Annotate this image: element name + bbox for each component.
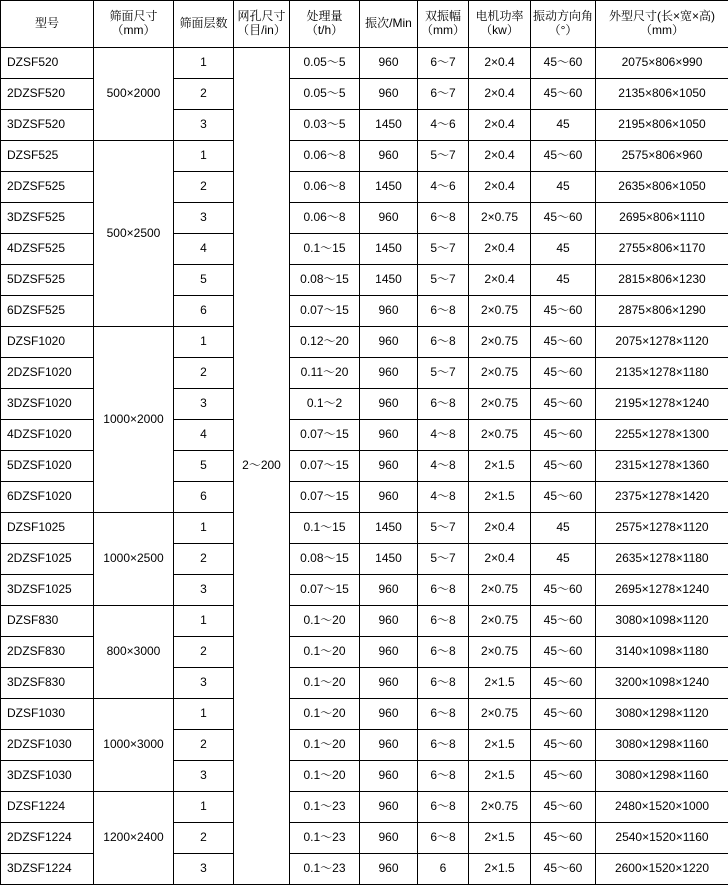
cell-amplitude: 6～8 xyxy=(418,606,469,637)
cell-frequency: 960 xyxy=(360,420,418,451)
cell-layers: 4 xyxy=(174,420,234,451)
cell-dimensions: 3080×1098×1120 xyxy=(596,606,728,637)
cell-dimensions: 2635×1278×1180 xyxy=(596,544,728,575)
cell-dimensions: 2135×1278×1180 xyxy=(596,358,728,389)
cell-power: 2×1.5 xyxy=(469,761,531,792)
cell-model: 2DZSF1020 xyxy=(1,358,94,389)
cell-capacity: 0.1～20 xyxy=(290,761,360,792)
cell-frequency: 960 xyxy=(360,730,418,761)
cell-amplitude: 4～8 xyxy=(418,482,469,513)
cell-power: 2×1.5 xyxy=(469,730,531,761)
column-header-title: 网孔尺寸 xyxy=(234,10,289,24)
cell-layers: 2 xyxy=(174,79,234,110)
cell-power: 2×0.75 xyxy=(469,203,531,234)
cell-amplitude: 4～8 xyxy=(418,451,469,482)
cell-power: 2×0.4 xyxy=(469,141,531,172)
cell-capacity: 0.1～23 xyxy=(290,854,360,885)
cell-capacity: 0.06～8 xyxy=(290,203,360,234)
cell-amplitude: 6～7 xyxy=(418,48,469,79)
column-header-title: 型号 xyxy=(1,17,93,31)
cell-power: 2×0.4 xyxy=(469,48,531,79)
cell-frequency: 960 xyxy=(360,327,418,358)
cell-frequency: 1450 xyxy=(360,172,418,203)
cell-dimensions: 2480×1520×1000 xyxy=(596,792,728,823)
cell-capacity: 0.1～15 xyxy=(290,234,360,265)
cell-capacity: 0.1～23 xyxy=(290,792,360,823)
cell-layers: 3 xyxy=(174,575,234,606)
cell-frequency: 960 xyxy=(360,141,418,172)
cell-model: DZSF830 xyxy=(1,606,94,637)
cell-model: 6DZSF525 xyxy=(1,296,94,327)
cell-capacity: 0.07～15 xyxy=(290,420,360,451)
cell-amplitude: 6～8 xyxy=(418,668,469,699)
cell-layers: 1 xyxy=(174,513,234,544)
column-header-9 xyxy=(596,1,728,48)
cell-model: 3DZSF1020 xyxy=(1,389,94,420)
cell-power: 2×0.75 xyxy=(469,699,531,730)
cell-angle: 45～60 xyxy=(531,606,596,637)
cell-power: 2×0.4 xyxy=(469,79,531,110)
cell-amplitude: 6 xyxy=(418,854,469,885)
cell-angle: 45～60 xyxy=(531,48,596,79)
cell-angle: 45～60 xyxy=(531,668,596,699)
cell-model: 4DZSF525 xyxy=(1,234,94,265)
cell-angle: 45～60 xyxy=(531,141,596,172)
cell-angle: 45～60 xyxy=(531,637,596,668)
column-header-unit: （目/in） xyxy=(234,24,289,38)
cell-capacity: 0.11～20 xyxy=(290,358,360,389)
cell-dimensions: 2695×1278×1240 xyxy=(596,575,728,606)
cell-dimensions: 2075×1278×1120 xyxy=(596,327,728,358)
cell-amplitude: 5～7 xyxy=(418,513,469,544)
cell-capacity: 0.1～20 xyxy=(290,637,360,668)
cell-amplitude: 6～8 xyxy=(418,203,469,234)
cell-model: 2DZSF830 xyxy=(1,637,94,668)
cell-model: DZSF1224 xyxy=(1,792,94,823)
cell-layers: 5 xyxy=(174,451,234,482)
cell-dimensions: 2255×1278×1300 xyxy=(596,420,728,451)
cell-capacity: 0.07～15 xyxy=(290,482,360,513)
cell-dimensions: 2875×806×1290 xyxy=(596,296,728,327)
cell-model: 3DZSF830 xyxy=(1,668,94,699)
cell-amplitude: 6～8 xyxy=(418,792,469,823)
cell-angle: 45～60 xyxy=(531,203,596,234)
cell-frequency: 960 xyxy=(360,761,418,792)
cell-angle: 45～60 xyxy=(531,854,596,885)
cell-dimensions: 2815×806×1230 xyxy=(596,265,728,296)
cell-model: DZSF1025 xyxy=(1,513,94,544)
cell-amplitude: 6～7 xyxy=(418,79,469,110)
cell-layers: 2 xyxy=(174,358,234,389)
cell-frequency: 960 xyxy=(360,358,418,389)
cell-power: 2×1.5 xyxy=(469,668,531,699)
column-header-title: 电机功率 xyxy=(469,10,530,24)
cell-model: 5DZSF525 xyxy=(1,265,94,296)
cell-screen-size: 500×2500 xyxy=(94,141,174,327)
cell-power: 2×0.4 xyxy=(469,513,531,544)
cell-layers: 4 xyxy=(174,234,234,265)
cell-capacity: 0.1～20 xyxy=(290,668,360,699)
cell-power: 2×0.4 xyxy=(469,544,531,575)
cell-amplitude: 6～8 xyxy=(418,637,469,668)
cell-amplitude: 4～8 xyxy=(418,420,469,451)
cell-angle: 45～60 xyxy=(531,699,596,730)
cell-model: 2DZSF520 xyxy=(1,79,94,110)
cell-power: 2×1.5 xyxy=(469,451,531,482)
cell-amplitude: 6～8 xyxy=(418,699,469,730)
cell-angle: 45～60 xyxy=(531,482,596,513)
cell-power: 2×0.75 xyxy=(469,389,531,420)
cell-frequency: 960 xyxy=(360,482,418,513)
cell-power: 2×1.5 xyxy=(469,854,531,885)
column-header-title: 振动方向角 xyxy=(531,10,595,24)
cell-layers: 2 xyxy=(174,172,234,203)
cell-angle: 45 xyxy=(531,234,596,265)
cell-dimensions: 2540×1520×1160 xyxy=(596,823,728,854)
cell-power: 2×0.75 xyxy=(469,327,531,358)
cell-dimensions: 3200×1098×1240 xyxy=(596,668,728,699)
cell-capacity: 0.1～20 xyxy=(290,699,360,730)
cell-model: 2DZSF1224 xyxy=(1,823,94,854)
cell-power: 2×0.75 xyxy=(469,637,531,668)
cell-angle: 45 xyxy=(531,172,596,203)
cell-dimensions: 2135×806×1050 xyxy=(596,79,728,110)
cell-model: 3DZSF1025 xyxy=(1,575,94,606)
cell-layers: 3 xyxy=(174,761,234,792)
cell-capacity: 0.06～8 xyxy=(290,172,360,203)
cell-frequency: 960 xyxy=(360,854,418,885)
cell-amplitude: 4～6 xyxy=(418,172,469,203)
cell-model: DZSF525 xyxy=(1,141,94,172)
cell-angle: 45～60 xyxy=(531,389,596,420)
cell-power: 2×1.5 xyxy=(469,823,531,854)
cell-frequency: 960 xyxy=(360,296,418,327)
cell-capacity: 0.08～15 xyxy=(290,265,360,296)
cell-layers: 2 xyxy=(174,637,234,668)
cell-model: DZSF1030 xyxy=(1,699,94,730)
cell-frequency: 960 xyxy=(360,48,418,79)
cell-capacity: 0.1～2 xyxy=(290,389,360,420)
cell-power: 2×0.75 xyxy=(469,420,531,451)
cell-screen-size: 1000×3000 xyxy=(94,699,174,792)
cell-power: 2×0.75 xyxy=(469,358,531,389)
cell-dimensions: 2195×806×1050 xyxy=(596,110,728,141)
cell-capacity: 0.05～5 xyxy=(290,79,360,110)
cell-frequency: 1450 xyxy=(360,234,418,265)
cell-angle: 45～60 xyxy=(531,327,596,358)
cell-model: DZSF520 xyxy=(1,48,94,79)
cell-layers: 2 xyxy=(174,730,234,761)
cell-dimensions: 3080×1298×1160 xyxy=(596,730,728,761)
column-header-8 xyxy=(531,1,596,48)
cell-model: 2DZSF525 xyxy=(1,172,94,203)
cell-amplitude: 6～8 xyxy=(418,327,469,358)
cell-mesh-size: 2～200 xyxy=(234,48,290,885)
cell-angle: 45～60 xyxy=(531,761,596,792)
cell-dimensions: 2075×806×990 xyxy=(596,48,728,79)
cell-layers: 2 xyxy=(174,823,234,854)
cell-frequency: 1450 xyxy=(360,110,418,141)
cell-frequency: 960 xyxy=(360,792,418,823)
cell-power: 2×1.5 xyxy=(469,482,531,513)
cell-dimensions: 2575×1278×1120 xyxy=(596,513,728,544)
header-row xyxy=(1,1,728,48)
cell-dimensions: 2195×1278×1240 xyxy=(596,389,728,420)
cell-layers: 3 xyxy=(174,389,234,420)
cell-amplitude: 5～7 xyxy=(418,234,469,265)
table-row xyxy=(1,792,728,823)
column-header-1 xyxy=(94,1,174,48)
cell-frequency: 960 xyxy=(360,389,418,420)
cell-capacity: 0.03～5 xyxy=(290,110,360,141)
cell-amplitude: 6～8 xyxy=(418,296,469,327)
cell-layers: 1 xyxy=(174,606,234,637)
cell-capacity: 0.05～5 xyxy=(290,48,360,79)
column-header-6 xyxy=(418,1,469,48)
cell-angle: 45 xyxy=(531,544,596,575)
cell-frequency: 960 xyxy=(360,203,418,234)
cell-power: 2×0.4 xyxy=(469,234,531,265)
cell-capacity: 0.1～23 xyxy=(290,823,360,854)
cell-frequency: 1450 xyxy=(360,513,418,544)
cell-dimensions: 2755×806×1170 xyxy=(596,234,728,265)
cell-amplitude: 4～6 xyxy=(418,110,469,141)
cell-amplitude: 5～7 xyxy=(418,358,469,389)
cell-dimensions: 3080×1298×1120 xyxy=(596,699,728,730)
cell-capacity: 0.1～20 xyxy=(290,606,360,637)
column-header-5 xyxy=(360,1,418,48)
cell-amplitude: 5～7 xyxy=(418,265,469,296)
cell-frequency: 960 xyxy=(360,668,418,699)
cell-model: 3DZSF1224 xyxy=(1,854,94,885)
cell-screen-size: 1200×2400 xyxy=(94,792,174,885)
column-header-title: 筛面尺寸 xyxy=(94,10,173,24)
cell-layers: 2 xyxy=(174,544,234,575)
table-row xyxy=(1,48,728,79)
cell-amplitude: 6～8 xyxy=(418,761,469,792)
cell-angle: 45 xyxy=(531,265,596,296)
cell-model: 3DZSF1030 xyxy=(1,761,94,792)
cell-power: 2×0.4 xyxy=(469,265,531,296)
cell-angle: 45～60 xyxy=(531,730,596,761)
cell-layers: 6 xyxy=(174,296,234,327)
table-row xyxy=(1,327,728,358)
cell-angle: 45～60 xyxy=(531,792,596,823)
cell-dimensions: 2635×806×1050 xyxy=(596,172,728,203)
cell-frequency: 1450 xyxy=(360,544,418,575)
cell-frequency: 960 xyxy=(360,823,418,854)
cell-layers: 1 xyxy=(174,792,234,823)
cell-power: 2×0.75 xyxy=(469,792,531,823)
column-header-title: 振次/Min xyxy=(360,17,417,31)
table-row xyxy=(1,513,728,544)
cell-screen-size: 800×3000 xyxy=(94,606,174,699)
cell-dimensions: 2695×806×1110 xyxy=(596,203,728,234)
table-row xyxy=(1,606,728,637)
table-row xyxy=(1,699,728,730)
cell-amplitude: 5～7 xyxy=(418,141,469,172)
cell-angle: 45～60 xyxy=(531,296,596,327)
cell-layers: 3 xyxy=(174,203,234,234)
cell-power: 2×0.75 xyxy=(469,296,531,327)
cell-model: 2DZSF1030 xyxy=(1,730,94,761)
cell-dimensions: 2600×1520×1220 xyxy=(596,854,728,885)
column-header-title: 处理量 xyxy=(290,10,359,24)
cell-angle: 45～60 xyxy=(531,420,596,451)
table-body xyxy=(1,48,728,885)
cell-amplitude: 6～8 xyxy=(418,730,469,761)
cell-frequency: 1450 xyxy=(360,265,418,296)
column-header-unit: （°） xyxy=(531,24,595,38)
cell-capacity: 0.07～15 xyxy=(290,296,360,327)
cell-amplitude: 6～8 xyxy=(418,823,469,854)
column-header-unit: （mm） xyxy=(418,24,468,38)
cell-layers: 1 xyxy=(174,141,234,172)
cell-frequency: 960 xyxy=(360,79,418,110)
cell-amplitude: 5～7 xyxy=(418,544,469,575)
cell-frequency: 960 xyxy=(360,451,418,482)
cell-dimensions: 3080×1298×1160 xyxy=(596,761,728,792)
column-header-unit: （kw） xyxy=(469,24,530,38)
cell-dimensions: 2315×1278×1360 xyxy=(596,451,728,482)
column-header-unit: （mm） xyxy=(596,24,728,38)
cell-angle: 45～60 xyxy=(531,575,596,606)
cell-capacity: 0.07～15 xyxy=(290,451,360,482)
cell-capacity: 0.08～15 xyxy=(290,544,360,575)
cell-frequency: 960 xyxy=(360,606,418,637)
cell-layers: 3 xyxy=(174,854,234,885)
cell-amplitude: 6～8 xyxy=(418,575,469,606)
cell-model: 6DZSF1020 xyxy=(1,482,94,513)
cell-model: 3DZSF520 xyxy=(1,110,94,141)
cell-layers: 5 xyxy=(174,265,234,296)
cell-power: 2×0.4 xyxy=(469,172,531,203)
cell-layers: 6 xyxy=(174,482,234,513)
cell-dimensions: 2375×1278×1420 xyxy=(596,482,728,513)
cell-amplitude: 6～8 xyxy=(418,389,469,420)
cell-power: 2×0.75 xyxy=(469,575,531,606)
cell-layers: 3 xyxy=(174,110,234,141)
column-header-7 xyxy=(469,1,531,48)
cell-power: 2×0.4 xyxy=(469,110,531,141)
column-header-unit: （mm） xyxy=(94,24,173,38)
cell-angle: 45～60 xyxy=(531,451,596,482)
cell-screen-size: 500×2000 xyxy=(94,48,174,141)
column-header-title: 双振幅 xyxy=(418,10,468,24)
cell-frequency: 960 xyxy=(360,637,418,668)
cell-screen-size: 1000×2500 xyxy=(94,513,174,606)
column-header-title: 筛面层数 xyxy=(174,17,233,31)
table-row xyxy=(1,141,728,172)
column-header-3 xyxy=(234,1,290,48)
cell-dimensions: 3140×1098×1180 xyxy=(596,637,728,668)
cell-model: 5DZSF1020 xyxy=(1,451,94,482)
cell-layers: 1 xyxy=(174,699,234,730)
cell-capacity: 0.06～8 xyxy=(290,141,360,172)
cell-capacity: 0.1～20 xyxy=(290,730,360,761)
cell-angle: 45～60 xyxy=(531,79,596,110)
cell-capacity: 0.12～20 xyxy=(290,327,360,358)
cell-frequency: 960 xyxy=(360,575,418,606)
column-header-unit: （t/h） xyxy=(290,24,359,38)
cell-angle: 45 xyxy=(531,513,596,544)
cell-layers: 3 xyxy=(174,668,234,699)
cell-screen-size: 1000×2000 xyxy=(94,327,174,513)
cell-frequency: 960 xyxy=(360,699,418,730)
cell-model: 2DZSF1025 xyxy=(1,544,94,575)
cell-power: 2×0.75 xyxy=(469,606,531,637)
cell-model: 3DZSF525 xyxy=(1,203,94,234)
cell-layers: 1 xyxy=(174,327,234,358)
table-header xyxy=(1,1,728,48)
column-header-title: 外型尺寸(长×宽×高) xyxy=(596,10,728,24)
cell-capacity: 0.1～15 xyxy=(290,513,360,544)
cell-dimensions: 2575×806×960 xyxy=(596,141,728,172)
cell-angle: 45～60 xyxy=(531,823,596,854)
cell-angle: 45 xyxy=(531,110,596,141)
cell-angle: 45～60 xyxy=(531,358,596,389)
cell-model: 4DZSF1020 xyxy=(1,420,94,451)
column-header-0 xyxy=(1,1,94,48)
cell-model: DZSF1020 xyxy=(1,327,94,358)
cell-capacity: 0.07～15 xyxy=(290,575,360,606)
column-header-2 xyxy=(174,1,234,48)
cell-layers: 1 xyxy=(174,48,234,79)
column-header-4 xyxy=(290,1,360,48)
